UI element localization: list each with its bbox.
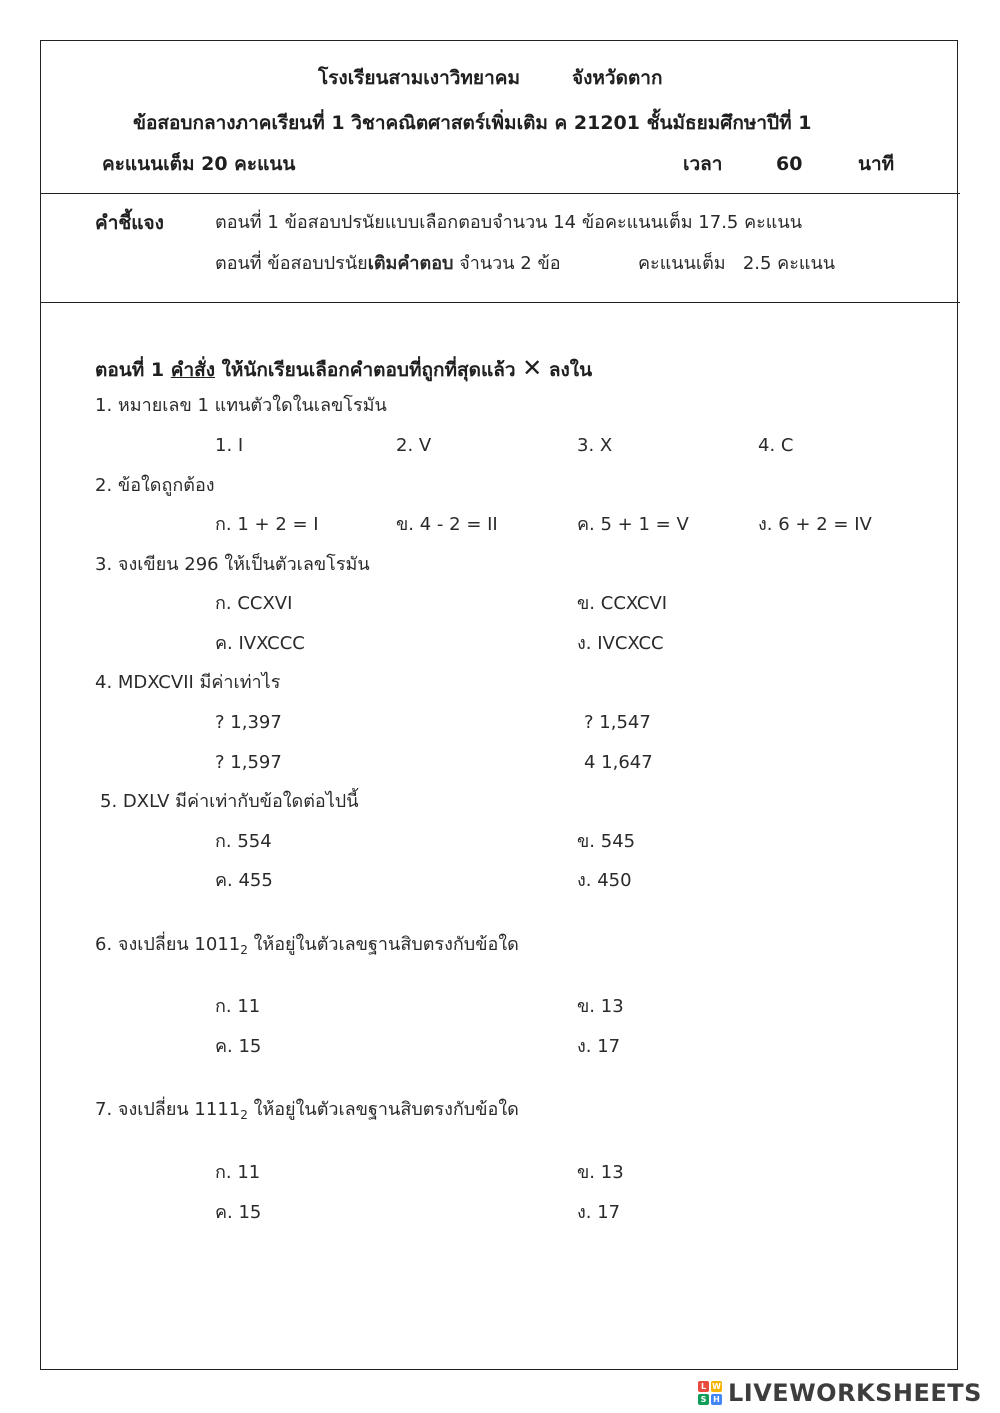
school-name: โรงเรียนสามเงาวิทยาคม (318, 67, 520, 89)
q3-option-2[interactable]: ข. CCXCVI (577, 593, 668, 614)
q7-option-3[interactable]: ค. 15 (215, 1202, 262, 1223)
q4-option-4[interactable]: 4 1,647 (584, 752, 653, 773)
q1-option-4[interactable]: 4. C (758, 435, 794, 456)
instructions-part2: ตอนที่ ข้อสอบปรนัยเติมคำตอบ จำนวน 2 ข้อ (215, 253, 561, 274)
section1-command: คำสั่ง (170, 359, 215, 381)
liveworksheets-icon (698, 1381, 722, 1405)
question-5: 5. DXLV มีค่าเท่ากับข้อใดต่อไปนี้ (100, 791, 359, 812)
q1-option-2[interactable]: 2. V (396, 435, 432, 456)
q1-option-1[interactable]: 1. I (215, 435, 244, 456)
full-score: คะแนนเต็ม 20 คะแนน (102, 153, 296, 175)
q4-option-1[interactable]: ? 1,397 (215, 712, 282, 733)
logo-text: LIVEWORKSHEETS (728, 1379, 982, 1407)
logo-tile-3: S (698, 1394, 709, 1405)
logo-tile-1: L (698, 1381, 709, 1392)
q5-option-1[interactable]: ก. 554 (215, 831, 272, 852)
q6-option-3[interactable]: ค. 15 (215, 1036, 262, 1057)
header-divider (40, 193, 960, 194)
question-3: 3. จงเขียน 296 ให้เป็นตัวเลขโรมัน (95, 554, 370, 575)
q4-option-2[interactable]: ? 1,547 (584, 712, 651, 733)
q3-option-3[interactable]: ค. IVXCCC (215, 633, 305, 654)
question-1: 1. หมายเลข 1 แทนตัวใดในเลขโรมัน (95, 395, 387, 416)
question-4: 4. MDXCVII มีค่าเท่าไร (95, 672, 281, 693)
q5-option-4[interactable]: ง. 450 (577, 870, 632, 891)
instructions-label: คำชี้แจง (95, 212, 164, 234)
q7-option-2[interactable]: ข. 13 (577, 1162, 624, 1183)
q1-option-3[interactable]: 3. X (577, 435, 613, 456)
province: จังหวัดตาก (572, 67, 663, 89)
question-6: 6. จงเปลี่ยน $1011_2$ ให้อยู่ในตัวเลขฐานสิบตรงกับข้อใด (95, 934, 519, 957)
time-unit: นาที (858, 153, 895, 175)
x-mark-icon: ✕ (522, 354, 543, 382)
question-7: 7. จงเปลี่ยน $1111_2$ ให้อยู่ในตัวเลขฐานสิบตรงกับข้อใด (95, 1099, 519, 1122)
logo-tile-4: H (711, 1394, 722, 1405)
q5-option-2[interactable]: ข. 545 (577, 831, 636, 852)
exam-border (40, 40, 958, 1370)
section1-heading: ตอนที่ 1 คำสั่ง ให้นักเรียนเลือกคำตอบที่ถูกที่สุดแล้ว ✕ ลงใน (95, 354, 593, 382)
liveworksheets-logo[interactable] (698, 1380, 982, 1406)
q2-option-2[interactable]: ข. 4 - 2 = II (396, 514, 498, 535)
q5-option-3[interactable]: ค. 455 (215, 870, 273, 891)
logo-tile-2: W (712, 1382, 721, 1391)
q2-option-1[interactable]: ก. 1 + 2 = I (215, 514, 319, 535)
instructions-part1: ตอนที่ 1 ข้อสอบปรนัยแบบเลือกตอบจำนวน 14 ข้อคะแนนเต็ม 17.5 คะแนน (215, 212, 803, 233)
instructions-part2-score: คะแนนเต็ม 2.5 คะแนน (638, 253, 836, 274)
q6-option-4[interactable]: ง. 17 (577, 1036, 621, 1057)
q6-option-2[interactable]: ข. 13 (577, 996, 624, 1017)
time-value: 60 (776, 153, 803, 175)
time-label: เวลา (683, 153, 723, 175)
q7-option-1[interactable]: ก. 11 (215, 1162, 261, 1183)
q2-option-4[interactable]: ง. 6 + 2 = IV (758, 514, 872, 535)
q3-option-4[interactable]: ง. IVCXCC (577, 633, 664, 654)
q3-option-1[interactable]: ก. CCXVI (215, 593, 293, 614)
q2-option-3[interactable]: ค. 5 + 1 = V (577, 514, 689, 535)
q4-option-3[interactable]: ? 1,597 (215, 752, 282, 773)
q6-option-1[interactable]: ก. 11 (215, 996, 261, 1017)
q7-option-4[interactable]: ง. 17 (577, 1202, 621, 1223)
instructions-divider (40, 302, 960, 303)
question-2: 2. ข้อใดถูกต้อง (95, 475, 215, 496)
exam-title: ข้อสอบกลางภาคเรียนที่ 1 วิชาคณิตศาสตร์เพิ่มเติม ค 21201 ชั้นมัธยมศึกษาปีที่ 1 (133, 112, 812, 134)
